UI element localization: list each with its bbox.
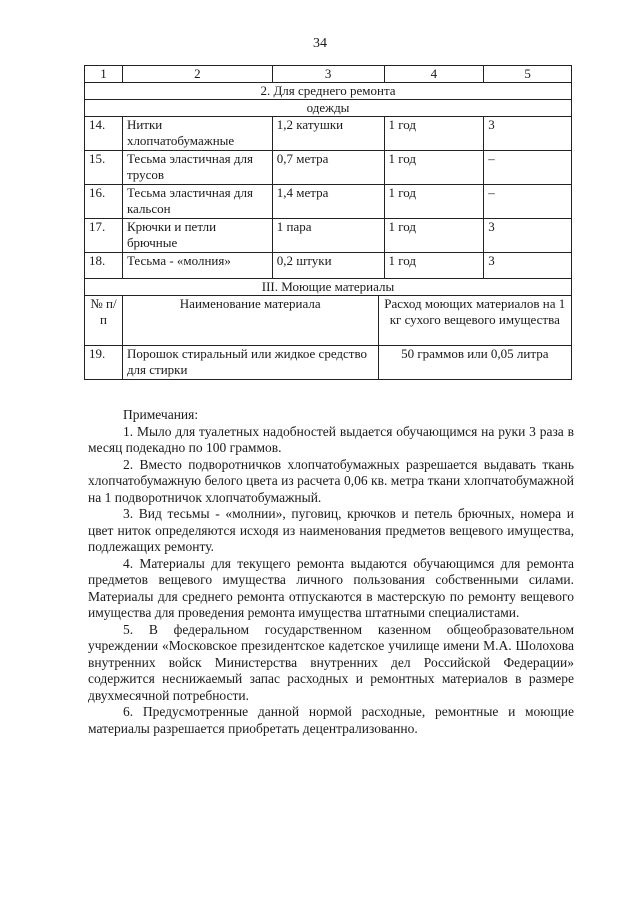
row-name: Крючки и петли брючные	[122, 219, 272, 253]
row-number: 16.	[85, 185, 123, 219]
row-note: –	[484, 185, 572, 219]
section-clothing-title: одежды	[85, 100, 572, 117]
table-row	[85, 151, 572, 185]
col-number-1: 1	[85, 66, 123, 83]
row-quantity: 1,4 метра	[272, 185, 384, 219]
section-medium-repair-title: 2. Для среднего ремонта	[85, 83, 572, 100]
row-note: 3	[484, 219, 572, 253]
row-quantity: 0,2 штуки	[272, 253, 384, 279]
col-number-2: 2	[122, 66, 272, 83]
section-detergents-title: III. Моющие материалы	[85, 279, 572, 296]
note-item: 4. Материалы для текущего ремонта выдаются обучающимся для ремонта предметов вещевого имущества личного пользования собственными силами. Материалы для среднего ремонта отпускаются в мастерскую по ремонту вещевого имущества для проведения ремонта имущества штатными специалистами.	[88, 555, 574, 620]
table-row	[85, 185, 572, 219]
table-row	[85, 253, 572, 279]
section-clothing-row	[85, 100, 572, 117]
note-item: 6. Предусмотренные данной нормой расходные, ремонтные и моющие материалы разрешается приобретать децентрализованно.	[88, 704, 574, 736]
section-detergents-row	[85, 279, 572, 296]
row-number: 14.	[85, 117, 123, 151]
col-number-4: 4	[384, 66, 484, 83]
detergent-header-number: № п/п	[85, 296, 123, 346]
materials-table	[84, 65, 572, 380]
row-note: –	[484, 151, 572, 185]
row-number: 15.	[85, 151, 123, 185]
detergent-row	[85, 346, 572, 380]
detergent-name: Порошок стиральный или жидкое средство для стирки	[122, 346, 378, 380]
detergent-header-row	[85, 296, 572, 346]
table-row	[85, 117, 572, 151]
row-quantity: 0,7 метра	[272, 151, 384, 185]
note-item: 2. Вместо подворотничков хлопчатобумажных разрешается выдавать ткань хлопчатобумажную белого цвета из расчета 0,06 кв. метра ткани хлопчатобумажной на 1 подворотничок хлопчатобумажный.	[88, 456, 574, 505]
row-number: 18.	[85, 253, 123, 279]
row-quantity: 1,2 катушки	[272, 117, 384, 151]
row-period: 1 год	[384, 117, 484, 151]
col-number-3: 3	[272, 66, 384, 83]
row-name: Нитки хлопчатобумажные	[122, 117, 272, 151]
row-name: Тесьма эластичная для трусов	[122, 151, 272, 185]
row-quantity: 1 пара	[272, 219, 384, 253]
notes-title: Примечания:	[123, 407, 199, 422]
note-item: 5. В федеральном государственном казенном общеобразовательном учреждении «Московское президентское кадетское училище имени М.А. Шолохова внутренних войск Министерства внутренних дел Российской Федерации» содержится неснижаемый запас расходных и ремонтных материалов в размере двухмесячной потребности.	[88, 621, 574, 703]
header-number-row	[85, 66, 572, 83]
row-period: 1 год	[384, 219, 484, 253]
row-note: 3	[484, 253, 572, 279]
notes-section	[88, 407, 574, 737]
row-name: Тесьма - «молния»	[122, 253, 272, 279]
detergent-number: 19.	[85, 346, 123, 380]
row-period: 1 год	[384, 253, 484, 279]
page-number: 34	[313, 36, 327, 51]
detergent-header-consumption: Расход моющих материалов на 1 кг сухого вещевого имущества	[378, 296, 571, 346]
note-item: 3. Вид тесьмы - «молнии», пуговиц, крючков и петель брючных, номера и цвет ниток определяются исходя из наименования предметов вещевого имущества, подлежащих ремонту.	[88, 506, 574, 554]
detergent-consumption: 50 граммов или 0,05 литра	[378, 346, 571, 380]
row-number: 17.	[85, 219, 123, 253]
row-name: Тесьма эластичная для кальсон	[122, 185, 272, 219]
row-period: 1 год	[384, 151, 484, 185]
row-note: 3	[484, 117, 572, 151]
table-row	[85, 219, 572, 253]
detergent-header-name: Наименование материала	[122, 296, 378, 346]
section-medium-repair-row	[85, 83, 572, 100]
row-period: 1 год	[384, 185, 484, 219]
col-number-5: 5	[484, 66, 572, 83]
note-item: 1. Мыло для туалетных надобностей выдается обучающимся на руки 3 раза в месяц подекадно по 100 граммов.	[88, 423, 574, 455]
